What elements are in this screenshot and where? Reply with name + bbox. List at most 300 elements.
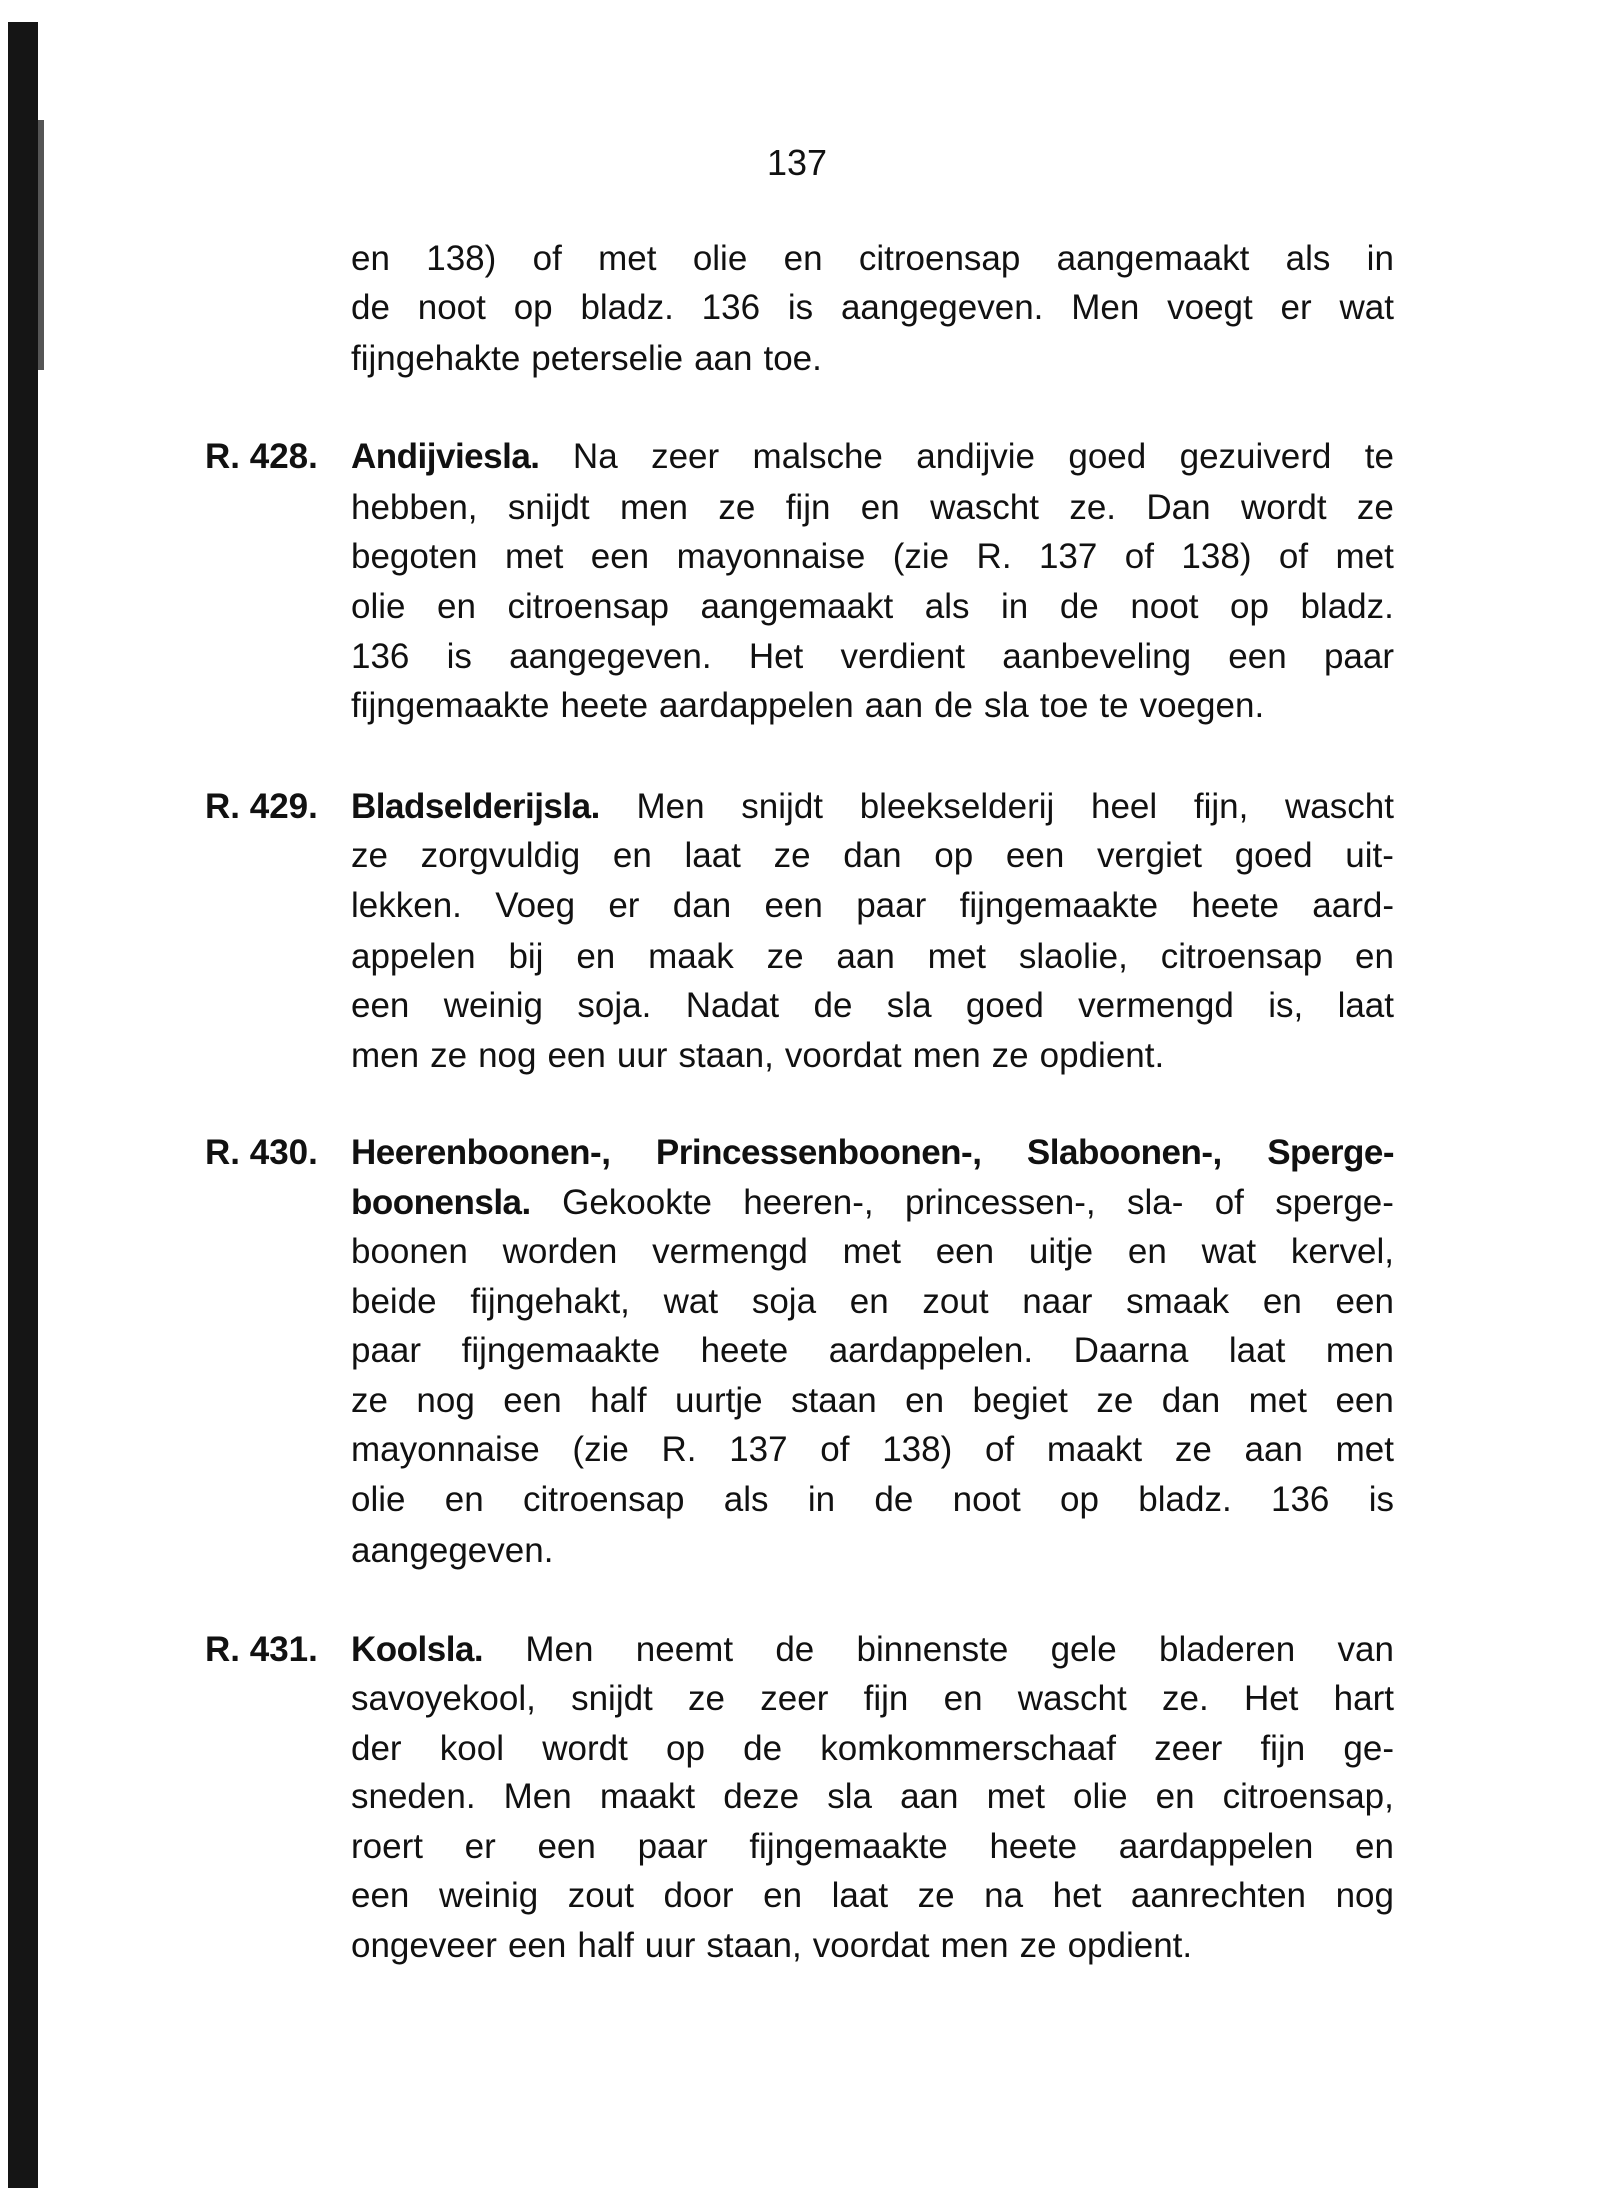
word: de <box>775 1630 815 1669</box>
word: citroensap <box>1160 937 1323 976</box>
word: soja <box>751 1282 817 1321</box>
text-line <box>351 1425 1394 1475</box>
word: maakt <box>1046 1430 1143 1469</box>
word: en <box>444 1480 484 1519</box>
word: de <box>934 686 974 725</box>
word: een <box>507 1926 567 1965</box>
word: met <box>1335 1430 1394 1469</box>
word: of <box>532 239 562 278</box>
word: op <box>1229 587 1269 626</box>
word: staan <box>791 1381 877 1420</box>
word: uur <box>644 1926 696 1965</box>
word: fijngemaakte <box>749 1827 948 1866</box>
word: en <box>1155 1777 1195 1816</box>
word: en <box>576 937 616 976</box>
text-line <box>351 1031 1394 1081</box>
text-line <box>351 234 1394 284</box>
word: met <box>842 1232 901 1271</box>
word: en <box>437 587 476 626</box>
word: weinig <box>438 1876 539 1915</box>
page-number: 137 <box>766 142 828 183</box>
word: in <box>807 1480 836 1519</box>
word: zout <box>567 1876 634 1915</box>
word: of <box>1278 537 1309 576</box>
word: is <box>1368 1480 1394 1519</box>
word: aardappelen <box>1118 1827 1314 1866</box>
word: als <box>1285 239 1331 278</box>
text-line <box>351 932 1394 982</box>
word: zeer <box>651 437 720 476</box>
word: met <box>598 239 657 278</box>
word: 136 <box>351 637 410 676</box>
word: Voeg <box>495 886 576 925</box>
word: ze <box>351 836 388 875</box>
word: hebben, <box>351 488 478 527</box>
word: snijdt <box>571 1679 653 1718</box>
word: aan <box>1244 1430 1303 1469</box>
word: naar <box>1022 1282 1093 1321</box>
word: het <box>1052 1876 1102 1915</box>
word: 137 <box>729 1430 788 1469</box>
word: malsche <box>752 437 883 476</box>
recipe-title-word: Princessenboonen-, <box>655 1133 982 1172</box>
word: aardappelen <box>659 686 854 725</box>
word: Het <box>1243 1679 1299 1718</box>
word: 136 <box>701 288 761 327</box>
word: een <box>547 1036 606 1075</box>
word: maakt <box>599 1777 696 1816</box>
text-line <box>351 283 1394 333</box>
word: bladz. <box>1138 1480 1232 1519</box>
word: en <box>1355 1827 1394 1866</box>
word: paar <box>637 1827 708 1866</box>
word: opdient. <box>1067 1926 1193 1965</box>
word: binnenste <box>856 1630 1009 1669</box>
word: laat <box>684 836 741 875</box>
word: olie <box>692 239 748 278</box>
word: weinig <box>443 986 544 1025</box>
word: is <box>787 288 814 327</box>
word: maak <box>648 937 734 976</box>
word: en <box>612 836 652 875</box>
text-line <box>351 334 1394 384</box>
word: men <box>940 1926 1009 1965</box>
word: men <box>912 1036 981 1075</box>
word: der <box>351 1729 402 1768</box>
word: fijn, <box>1193 787 1249 826</box>
word: R. <box>661 1430 697 1469</box>
word: uurtje <box>675 1381 763 1420</box>
word: paar <box>856 886 927 925</box>
word: men <box>1325 1331 1394 1370</box>
word: begiet <box>972 1381 1068 1420</box>
word: een <box>351 1876 410 1915</box>
word: 138) <box>1181 537 1252 576</box>
word: heete <box>560 686 649 725</box>
word: dan <box>1161 1381 1221 1420</box>
recipe-title-word: Sperge- <box>1267 1133 1394 1172</box>
recipe-title-word: Andijviesla. <box>351 437 540 476</box>
word: aan <box>836 937 895 976</box>
word: en <box>860 488 900 527</box>
word: gezuiverd <box>1179 437 1332 476</box>
word: soja. <box>577 986 652 1025</box>
word: ze <box>1356 488 1394 527</box>
word: de <box>874 1480 914 1519</box>
word: en <box>905 1381 945 1420</box>
word: worden <box>502 1232 618 1271</box>
word: en <box>1127 1232 1167 1271</box>
word: ze <box>917 1876 955 1915</box>
word: sla <box>984 686 1029 725</box>
word: bladeren <box>1159 1630 1296 1669</box>
word: in <box>1001 587 1029 626</box>
word: wordt <box>542 1729 628 1768</box>
word: de <box>1059 587 1099 626</box>
word: aard- <box>1312 886 1394 925</box>
word: een <box>503 1381 562 1420</box>
word: uit- <box>1345 836 1394 875</box>
word: aangemaakt <box>1056 239 1250 278</box>
word: voegen. <box>1139 686 1265 725</box>
recipe-title-word: boonensla. <box>351 1183 531 1222</box>
word: vergiet <box>1096 836 1203 875</box>
text-line <box>351 1871 1394 1921</box>
word: appelen <box>351 937 476 976</box>
word: dan <box>672 886 732 925</box>
word: sla- <box>1126 1183 1184 1222</box>
recipe-number: R. 431. <box>205 1630 318 1669</box>
word: een <box>537 1827 596 1866</box>
word: vermengd <box>1078 986 1234 1025</box>
recipe-title-word: Heerenboonen-, <box>351 1133 611 1172</box>
word: nog <box>1335 1876 1394 1915</box>
word: uitje <box>1028 1232 1094 1271</box>
word: 138) <box>882 1430 953 1469</box>
word: (zie <box>892 537 950 576</box>
word: met <box>927 937 987 976</box>
word: er <box>464 1827 496 1866</box>
word: 138) <box>426 239 497 278</box>
text-line <box>351 1526 1394 1576</box>
word: fijn <box>785 488 831 527</box>
word: kervel, <box>1290 1232 1394 1271</box>
word: zeer <box>1154 1729 1223 1768</box>
recipe-number: R. 428. <box>205 437 318 476</box>
word: komkommerschaaf <box>820 1729 1116 1768</box>
word: men <box>619 488 689 527</box>
word: ze <box>773 836 811 875</box>
word: Men <box>525 1630 594 1669</box>
word: smaak <box>1126 1282 1230 1321</box>
word: half <box>590 1381 647 1420</box>
word: noot <box>952 1480 1021 1519</box>
word: sperge- <box>1275 1183 1394 1222</box>
word: aanrechten <box>1130 1876 1306 1915</box>
text-line <box>351 1376 1394 1426</box>
text-line <box>351 782 1394 832</box>
word: citroensap <box>523 1480 685 1519</box>
word: na <box>984 1876 1024 1915</box>
text-line <box>351 881 1394 931</box>
word: Dan <box>1146 488 1211 527</box>
word: deze <box>723 1777 800 1816</box>
word: wascht <box>1285 787 1394 826</box>
word: of <box>984 1430 1015 1469</box>
word: aangegeven. <box>509 637 712 676</box>
word: als <box>723 1480 769 1519</box>
word: beide <box>351 1282 437 1321</box>
text-line <box>351 1227 1394 1277</box>
word: te <box>1099 686 1129 725</box>
word: staan, <box>706 1926 802 1965</box>
word: (zie <box>572 1430 629 1469</box>
word: ze <box>991 1036 1029 1075</box>
word: goed <box>1068 437 1147 476</box>
word: nog <box>478 1036 537 1075</box>
word: aangemaakt <box>700 587 894 626</box>
word: een <box>764 886 823 925</box>
word: ze <box>766 937 804 976</box>
word: fijngemaakte <box>351 686 550 725</box>
word: Het <box>748 637 804 676</box>
word: sneden. <box>351 1777 476 1816</box>
word: olie <box>1073 1777 1128 1816</box>
word: peterselie <box>531 339 684 378</box>
word: opdient. <box>1039 1036 1165 1075</box>
word: met <box>1335 537 1394 576</box>
word: er <box>608 886 640 925</box>
word: ze <box>688 1679 726 1718</box>
word: savoyekool, <box>351 1679 536 1718</box>
word: half <box>577 1926 634 1965</box>
word: fijngemaakte <box>461 1331 661 1370</box>
text-line <box>351 1625 1394 1675</box>
word: wat <box>1339 288 1394 327</box>
word: gele <box>1050 1630 1117 1669</box>
word: staan, <box>678 1036 774 1075</box>
word: olie <box>351 587 406 626</box>
word: ongeveer <box>351 1926 497 1965</box>
word: nog <box>416 1381 475 1420</box>
word: snijdt <box>741 787 824 826</box>
recipe-number: R. 429. <box>205 787 318 826</box>
word: princessen-, <box>904 1183 1096 1222</box>
word: als <box>924 587 970 626</box>
word: in <box>1366 239 1394 278</box>
word: ze <box>351 1381 388 1420</box>
word: ze <box>1096 1381 1134 1420</box>
word: paar <box>1323 637 1394 676</box>
text-line <box>351 1921 1394 1971</box>
word: goed <box>965 986 1044 1025</box>
recipe-title-word: Slaboonen-, <box>1026 1133 1222 1172</box>
recipe-title-word: Koolsla. <box>351 1630 484 1669</box>
word: vermengd <box>652 1232 808 1271</box>
word: op <box>934 836 974 875</box>
word: Na <box>572 437 618 476</box>
word: men <box>351 1036 420 1075</box>
word: en <box>1262 1282 1302 1321</box>
word: te <box>1364 437 1394 476</box>
word: de <box>743 1729 783 1768</box>
word: voordat <box>784 1036 902 1075</box>
word: en <box>943 1679 983 1718</box>
word: laat <box>831 1876 889 1915</box>
word: de <box>813 986 853 1025</box>
word: olie <box>351 1480 406 1519</box>
word: zeer <box>760 1679 829 1718</box>
word: citroensap, <box>1222 1777 1394 1816</box>
word: lekken. <box>351 886 462 925</box>
word: kool <box>439 1729 505 1768</box>
word: citroensap <box>507 587 669 626</box>
word: is, <box>1268 986 1304 1025</box>
recipe-number: R. 430. <box>205 1133 318 1172</box>
word: aangegeven. <box>840 288 1044 327</box>
word: laat <box>1228 1331 1286 1370</box>
word: op <box>513 288 553 327</box>
text-line <box>351 1178 1394 1228</box>
word: Men <box>503 1777 572 1816</box>
word: bij <box>508 937 544 976</box>
word: begoten <box>351 537 478 576</box>
word: ze <box>718 488 756 527</box>
text-line <box>351 831 1394 881</box>
text-line <box>351 1724 1394 1774</box>
word: bladz. <box>1300 587 1394 626</box>
word: zorgvuldig <box>420 836 581 875</box>
word: citroensap <box>858 239 1021 278</box>
word: met <box>504 537 564 576</box>
word: van <box>1337 1630 1394 1669</box>
word: een <box>1228 637 1287 676</box>
word: andijvie <box>916 437 1035 476</box>
word: heeren-, <box>743 1183 874 1222</box>
text-line <box>351 1822 1394 1872</box>
word: of <box>1214 1183 1244 1222</box>
word: Daarna <box>1073 1331 1189 1370</box>
word: fijngehakt, <box>470 1282 630 1321</box>
word: toe. <box>763 339 822 378</box>
word: slaolie, <box>1018 937 1128 976</box>
word: fijngemaakte <box>959 886 1159 925</box>
word: de <box>351 288 390 327</box>
word: roert <box>351 1827 423 1866</box>
text-line <box>351 1128 1394 1178</box>
word: fijngehakte <box>351 339 521 378</box>
word: uur <box>616 1036 668 1075</box>
word: Men <box>636 787 705 826</box>
word: of <box>820 1430 850 1469</box>
word: fijn <box>863 1679 909 1718</box>
text-line <box>351 681 1394 731</box>
word: toe <box>1039 686 1089 725</box>
word: een <box>935 1232 995 1271</box>
text-line <box>351 1674 1394 1724</box>
word: en <box>1355 937 1394 976</box>
word: sla <box>827 1777 872 1816</box>
text-line <box>351 1772 1394 1822</box>
word: mayonnaise <box>351 1430 540 1469</box>
word: is <box>446 637 472 676</box>
word: een <box>351 986 410 1025</box>
text-line <box>351 1277 1394 1327</box>
word: noot <box>417 288 486 327</box>
word: laat <box>1337 986 1394 1025</box>
word: en <box>849 1282 889 1321</box>
word: wordt <box>1240 488 1327 527</box>
word: ze <box>1019 1926 1057 1965</box>
word: ze. <box>1069 488 1117 527</box>
text-line <box>351 981 1394 1031</box>
word: een <box>1335 1282 1394 1321</box>
text-line <box>351 632 1394 682</box>
word: paar <box>351 1331 422 1370</box>
word: aardappelen. <box>828 1331 1034 1370</box>
word: goed <box>1234 836 1313 875</box>
word: Nadat <box>685 986 780 1025</box>
word: bleekselderij <box>859 787 1055 826</box>
word: voegt <box>1167 288 1253 327</box>
word: er <box>1280 288 1312 327</box>
word: 136 <box>1270 1480 1330 1519</box>
word: aan <box>694 339 753 378</box>
word: hart <box>1333 1679 1394 1718</box>
word: aanbeveling <box>1002 637 1192 676</box>
word: Gekookte <box>562 1183 712 1222</box>
word: verdient <box>840 637 966 676</box>
word: voordat <box>812 1926 930 1965</box>
word: aan <box>900 1777 959 1816</box>
word: met <box>986 1777 1045 1816</box>
word: neemt <box>635 1630 734 1669</box>
word: Men <box>1071 288 1140 327</box>
word: heete <box>700 1331 789 1370</box>
word: aan <box>864 686 924 725</box>
word: heete <box>1191 886 1279 925</box>
text-line <box>351 1475 1394 1525</box>
word: sla <box>886 986 932 1025</box>
scan-edge-bar <box>8 22 38 2188</box>
word: bladz. <box>580 288 674 327</box>
word: op <box>1060 1480 1099 1519</box>
word: ze <box>1174 1430 1212 1469</box>
word: R. <box>976 537 1012 576</box>
recipe-title-word: Bladselderijsla. <box>351 787 600 826</box>
word: noot <box>1130 587 1199 626</box>
word: met <box>1248 1381 1307 1420</box>
word: en <box>763 1876 803 1915</box>
word: 137 <box>1038 537 1098 576</box>
word: een <box>590 537 650 576</box>
word: heel <box>1090 787 1158 826</box>
word: snijdt <box>507 488 590 527</box>
word: op <box>666 1729 705 1768</box>
text-line <box>351 582 1394 632</box>
word: mayonnaise <box>676 537 866 576</box>
text-line <box>351 532 1394 582</box>
word: een <box>1005 836 1065 875</box>
word: ze. <box>1161 1679 1209 1718</box>
word: dan <box>843 836 902 875</box>
word: heete <box>989 1827 1078 1866</box>
word: wat <box>663 1282 719 1321</box>
word: ze <box>430 1036 468 1075</box>
word: wascht <box>930 488 1039 527</box>
text-line <box>351 483 1394 533</box>
word: ge- <box>1343 1729 1394 1768</box>
